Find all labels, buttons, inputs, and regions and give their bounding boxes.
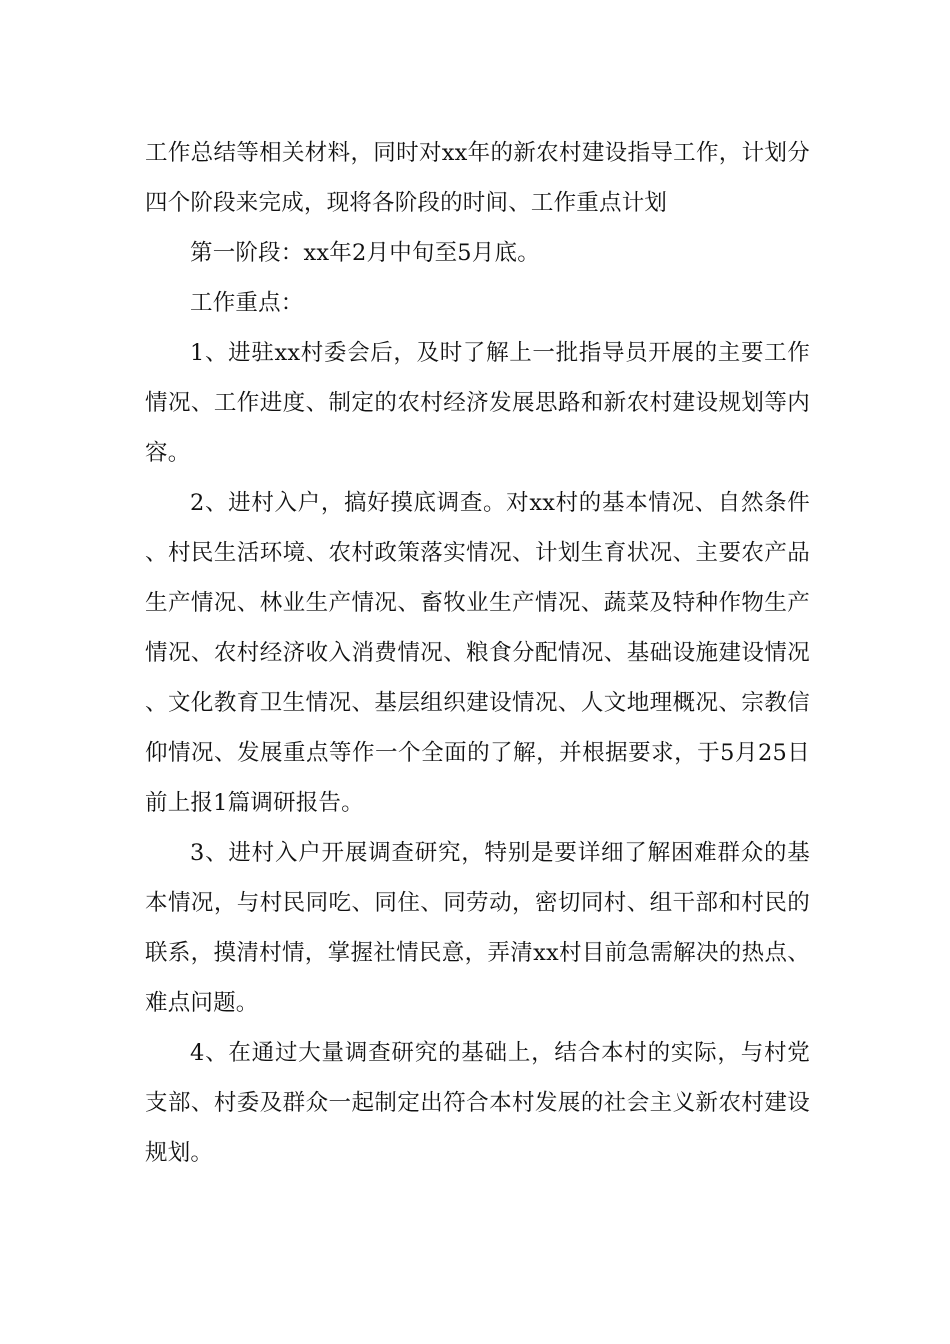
paragraph-intro: 工作总结等相关材料，同时对xx年的新农村建设指导工作，计划分四个阶段来完成，现将各阶段的时间、工作重点计划 (145, 140, 810, 216)
document-body (145, 128, 810, 1178)
paragraph-item-3: 3、进村入户开展调查研究，特别是要详细了解困难群众的基本情况，与村民同吃、同住、同劳动，密切同村、组干部和村民的联系，摸清村情，掌握社情民意，弄清xx村目前急需解决的热点、难点问题。 (145, 840, 810, 1016)
paragraph-stage-one: 第一阶段：xx年2月中旬至5月底。 (190, 240, 540, 266)
paragraph-key-points-heading: 工作重点： (190, 290, 304, 316)
paragraph-item-2: 2、进村入户，搞好摸底调查。对xx村的基本情况、自然条件、村民生活环境、农村政策落实情况、计划生育状况、主要农产品生产情况、林业生产情况、畜牧业生产情况、蔬菜及特种作物生产情况、农村经济收入消费情况、粮食分配情况、基础设施建设情况、文化教育卫生情况、基层组织建设情况、人文地理概况、宗教信仰情况、发展重点等作一个全面的了解，并根据要求，于5月25日前上报1篇调研报告。 (145, 490, 810, 816)
paragraph-item-1: 1、进驻xx村委会后，及时了解上一批指导员开展的主要工作情况、工作进度、制定的农村经济发展思路和新农村建设规划等内容。 (145, 340, 810, 466)
paragraph-item-4: 4、在通过大量调查研究的基础上，结合本村的实际，与村党支部、村委及群众一起制定出符合本村发展的社会主义新农村建设规划。 (145, 1040, 810, 1166)
